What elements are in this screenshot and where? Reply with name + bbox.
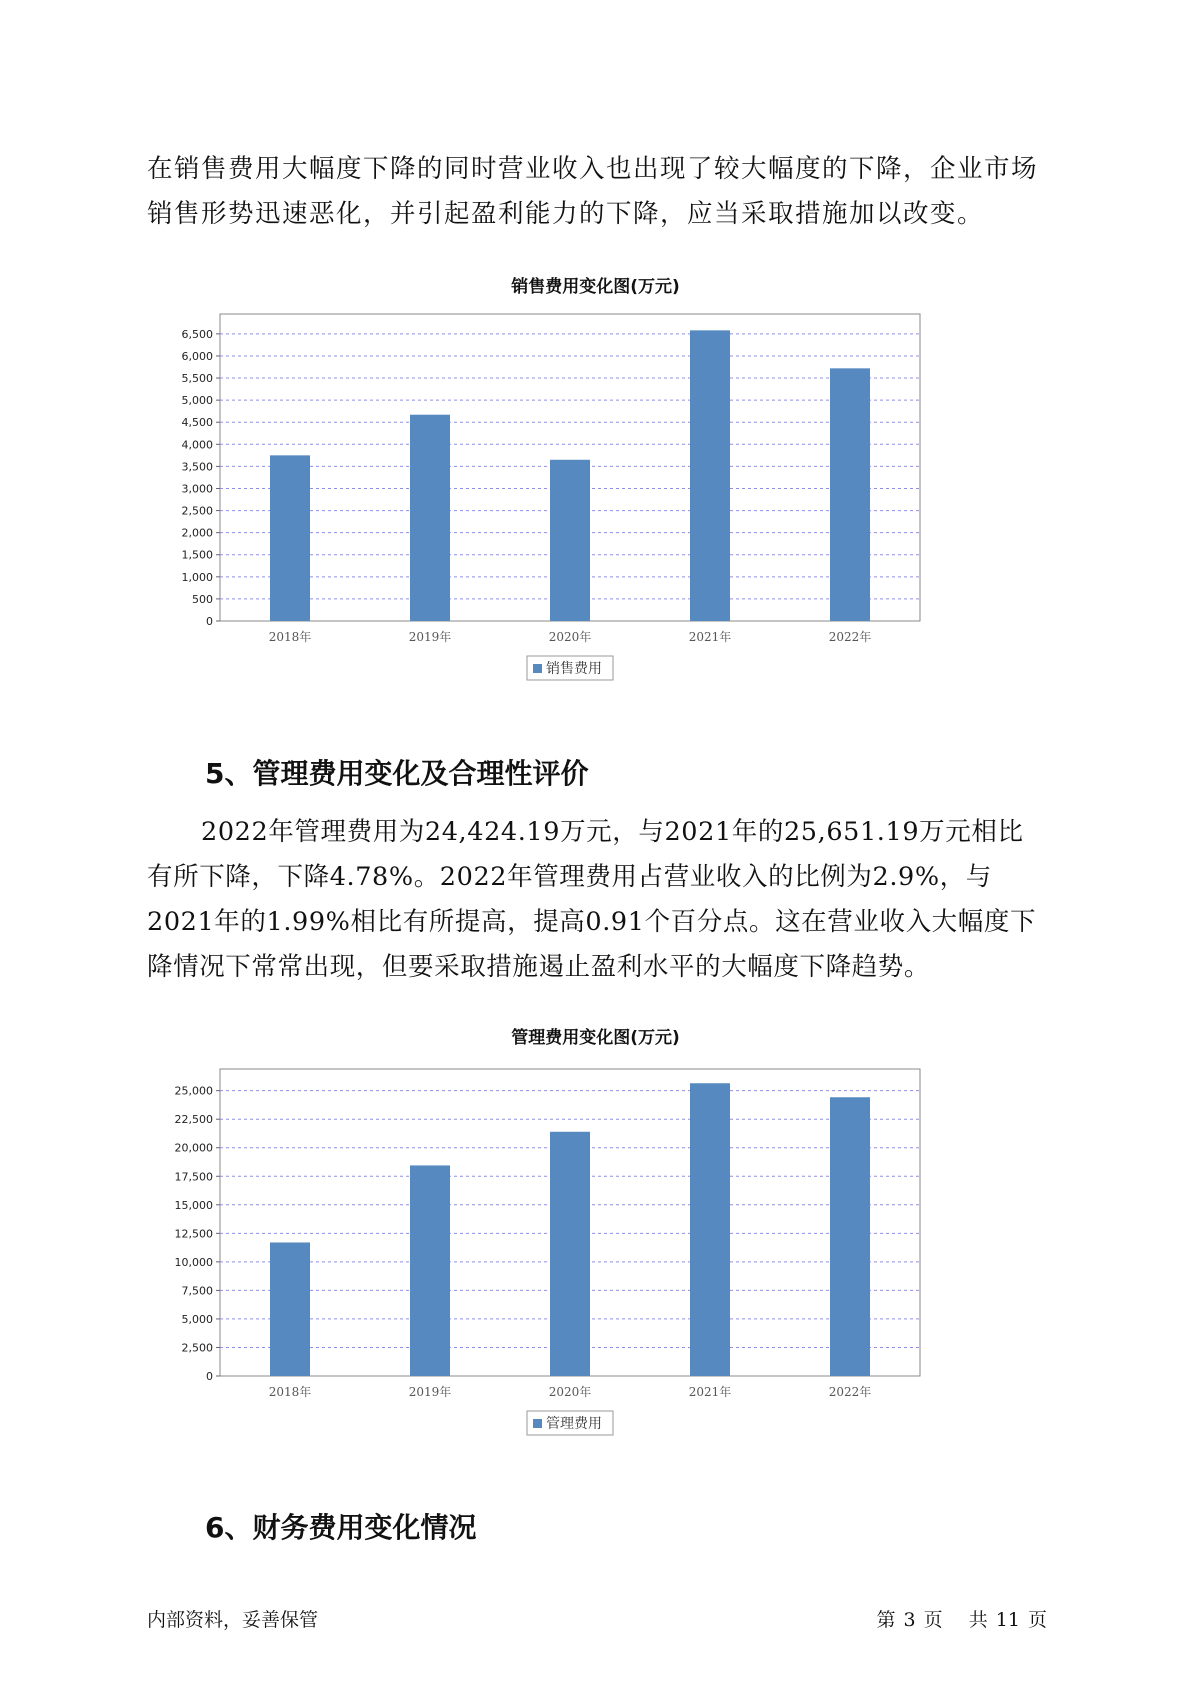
y-tick-label: 2,500 [181,504,213,518]
y-tick-label: 2,500 [181,1341,213,1355]
section-5-heading: 5、管理费用变化及合理性评价 [205,757,589,790]
bar-2020年 [550,460,590,621]
x-tick-label: 2020年 [548,1385,592,1399]
x-tick-label: 2022年 [828,1385,872,1399]
legend-label: 管理费用 [546,1416,602,1432]
sales-expense-chart-title: 销售费用变化图(万元) [511,277,680,297]
y-tick-label: 0 [206,615,213,628]
y-tick-label: 10,000 [174,1255,213,1269]
y-tick-label: 20,000 [174,1141,213,1155]
footer-page-info [873,1605,1051,1632]
y-tick-label: 7,500 [181,1284,213,1298]
total-pages: 11 [995,1609,1020,1631]
admin-expense-paragraph: 2022年管理费用为24,424.19万元，与2021年的25,651.19万元相比有所下降，下降4.78%。2022年管理费用占营业收入的比例为2.9%，与2021年的1.99%相比有所提高，提高0.91个百分点。这在营业收入大幅度下降情况下常常出现，但要采取措施遏止盈利水平的大幅度下降趋势。 [147,817,1037,982]
total-unit: 页 [1027,1609,1047,1631]
y-tick-label: 25,000 [174,1084,213,1098]
x-tick-label: 2018年 [268,630,312,644]
bar-2022年 [830,1097,870,1376]
y-tick-label: 5,000 [181,1312,213,1326]
sales-expense-chart [160,300,1020,715]
y-tick-label: 17,500 [174,1170,213,1184]
y-tick-label: 4,000 [181,438,213,452]
y-tick-label: 22,500 [174,1113,213,1127]
bar-2022年 [830,368,870,621]
y-tick-label: 0 [206,1370,213,1383]
page-number: 3 [903,1609,916,1631]
y-tick-label: 2,000 [181,526,213,540]
intro-paragraph: 在销售费用大幅度下降的同时营业收入也出现了较大幅度的下降，企业市场销售形势迅速恶化，并引起盈利能力的下降，应当采取措施加以改变。 [147,154,1039,229]
x-tick-label: 2019年 [408,630,452,644]
y-tick-label: 3,500 [181,460,213,474]
section-6-heading: 6、财务费用变化情况 [205,1511,477,1544]
x-tick-label: 2018年 [268,1385,312,1399]
x-tick-label: 2020年 [548,630,592,644]
x-tick-label: 2019年 [408,1385,452,1399]
y-tick-label: 12,500 [174,1227,213,1241]
bar-2018年 [270,455,310,621]
y-tick-label: 6,500 [181,327,213,341]
y-tick-label: 1,000 [181,570,213,584]
y-tick-label: 3,000 [181,482,213,496]
bar-2019年 [410,1165,450,1376]
bar-2020年 [550,1132,590,1376]
page-prefix: 第 [876,1609,896,1631]
admin-expense-chart [160,1055,1020,1470]
y-tick-label: 5,000 [181,394,213,408]
bar-2021年 [690,1083,730,1376]
y-tick-label: 1,500 [181,548,213,562]
x-tick-label: 2022年 [828,630,872,644]
y-tick-label: 4,500 [181,416,213,430]
legend-swatch [533,664,542,673]
x-tick-label: 2021年 [688,1385,732,1399]
bar-2018年 [270,1242,310,1376]
y-tick-label: 500 [192,592,213,606]
legend-label: 销售费用 [546,661,602,677]
page-unit: 页 [923,1609,943,1631]
total-prefix: 共 [968,1609,988,1631]
legend-swatch [533,1419,542,1428]
y-tick-label: 5,500 [181,372,213,386]
admin-expense-chart-title: 管理费用变化图(万元) [511,1028,680,1048]
x-tick-label: 2021年 [688,630,732,644]
footer-confidential-note: 内部资料，妥善保管 [147,1609,319,1631]
bar-2019年 [410,415,450,621]
bar-2021年 [690,330,730,621]
y-tick-label: 15,000 [174,1198,213,1212]
y-tick-label: 6,000 [181,349,213,363]
